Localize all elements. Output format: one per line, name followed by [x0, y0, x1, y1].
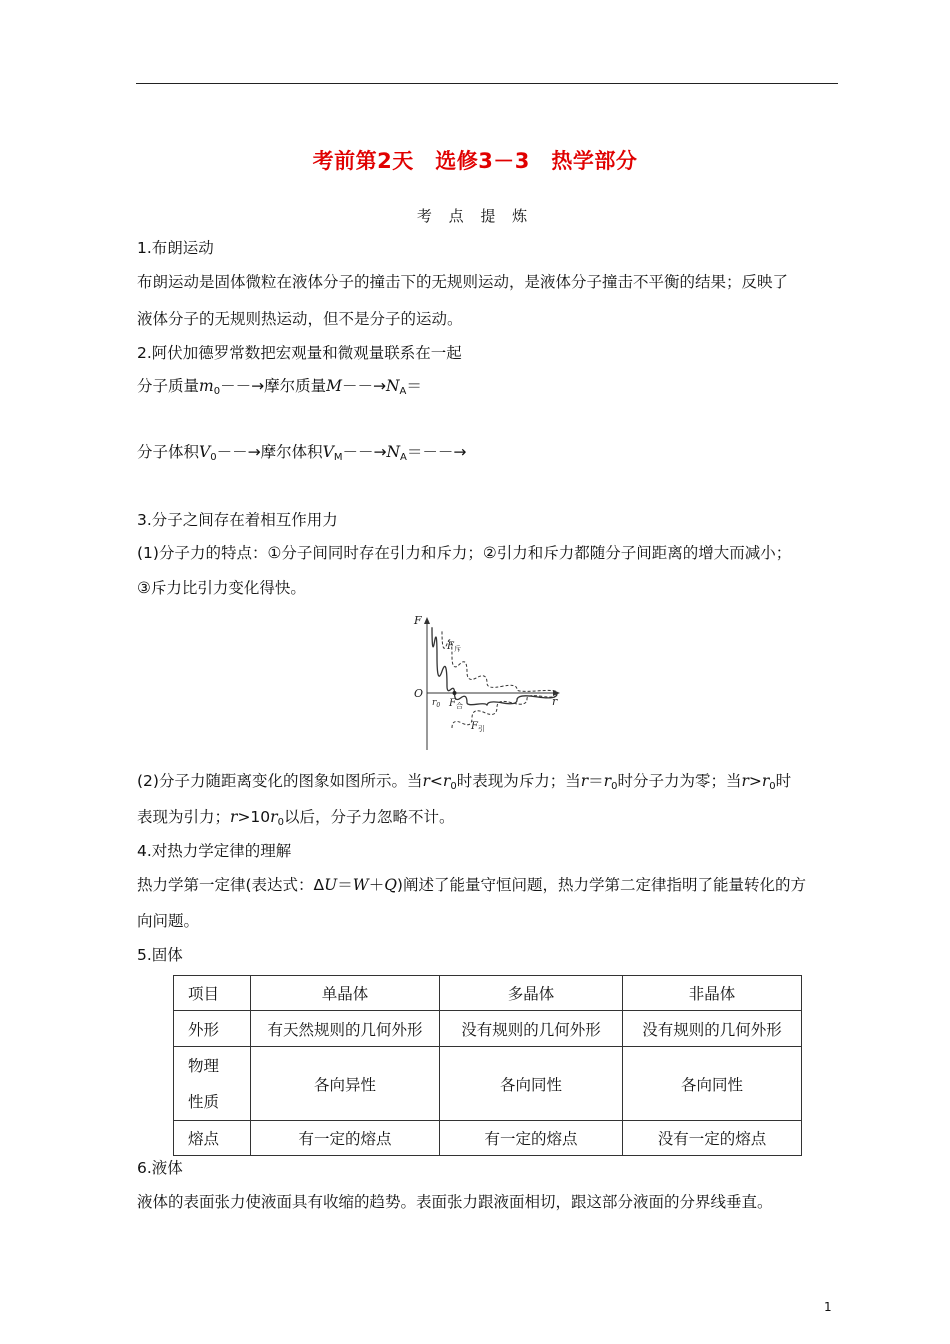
- u-var: U: [324, 876, 338, 894]
- r-var-4: r: [230, 808, 238, 826]
- y-axis-label: F: [414, 614, 422, 627]
- r0-var-4: r: [270, 808, 278, 826]
- table-header-row: [174, 976, 802, 1011]
- table-header-cell: 非晶体: [623, 976, 802, 1011]
- series-line-引: [452, 694, 557, 728]
- mass-symbol: m: [199, 377, 214, 395]
- series-label-引: $F_引$: [471, 721, 485, 733]
- s4-text-b: )阐述了能量守恒问题，热力学第二定律指明了能量转化的方: [396, 876, 806, 894]
- volume-tail: ＝－－→: [406, 443, 467, 461]
- na-symbol: N: [385, 377, 400, 395]
- series-label-合: $F_合$: [449, 698, 463, 710]
- s3-p2-line2-b: 以后，分子力忽略不计。: [283, 808, 455, 826]
- equals-2: ＝: [588, 772, 604, 790]
- s3-heading: 3.分子之间存在着相互作用力: [137, 511, 338, 529]
- volume-sub: 0: [210, 452, 217, 463]
- mass-sub: 0: [213, 386, 221, 397]
- s3-p1-line2: ③斥力比引力变化得快。: [137, 579, 306, 597]
- greater-than-10: >10: [237, 808, 271, 826]
- table-header-cell: 单晶体: [251, 976, 440, 1011]
- table-cell: 没有规则的几何外形: [440, 1011, 623, 1047]
- w-var: W: [352, 876, 369, 894]
- r0-sub: 0: [450, 781, 457, 792]
- s3-p2-text-d: 时: [775, 772, 792, 790]
- s3-p2-text-b: 时表现为斥力；当: [456, 772, 581, 790]
- phys-line-1: 物理: [188, 1056, 220, 1075]
- na-sub-2: A: [400, 452, 407, 463]
- table-cell: 没有规则的几何外形: [623, 1011, 802, 1047]
- s1-line2: 液体分子的无规则热运动，但不是分子的运动。: [137, 310, 463, 328]
- s1-heading: 1.布朗运动: [137, 239, 214, 257]
- solid-comparison-table: [173, 975, 802, 1156]
- table-cell: 熔点: [174, 1121, 251, 1156]
- q-var: Q: [384, 876, 397, 894]
- s3-p2-line1: [137, 771, 791, 797]
- r0-var-2: r: [603, 772, 612, 790]
- page-title: 考前第2天 选修3－3 热学部分: [312, 149, 638, 173]
- s3-p2-text-c: 时分子力为零；当: [617, 772, 742, 790]
- greater-than: >: [748, 772, 762, 790]
- x-axis-label: r: [552, 695, 558, 708]
- r-var-3: r: [741, 772, 749, 790]
- volume-symbol: V: [199, 443, 211, 461]
- r0-sub-3: 0: [769, 781, 776, 792]
- page-number: 1: [824, 1300, 832, 1314]
- na-symbol-2: N: [386, 443, 401, 461]
- arrow-3: －－→: [216, 443, 261, 461]
- table-row: [174, 1121, 802, 1156]
- molar-volume-symbol: V: [322, 443, 334, 461]
- s4-line2: 向问题。: [137, 912, 200, 930]
- table-header-cell: 多晶体: [440, 976, 623, 1011]
- phys-line-2: 性质: [188, 1092, 220, 1111]
- s2-heading: 2.阿伏加德罗常数把宏观量和微观量联系在一起: [137, 344, 462, 362]
- table-cell: 有一定的熔点: [251, 1121, 440, 1156]
- arrow-1: －－→: [220, 377, 265, 395]
- r0-point: [453, 691, 457, 695]
- molar-mass-symbol: M: [326, 377, 342, 395]
- r0-label: $r_0$: [432, 698, 441, 709]
- s2-volume-line: [137, 442, 466, 468]
- s6-line1: 液体的表面张力使液面具有收缩的趋势。表面张力跟液面相切，跟这部分液面的分界线垂直。: [137, 1193, 773, 1211]
- s5-heading: 5.固体: [137, 946, 183, 964]
- s4-heading: 4.对热力学定律的理解: [137, 842, 292, 860]
- table-cell: 有天然规则的几何外形: [251, 1011, 440, 1047]
- less-than: <: [429, 772, 443, 790]
- r0-sub-4: 0: [277, 817, 284, 828]
- molar-mass-label: 摩尔质量: [264, 377, 327, 395]
- table-cell: 各向同性: [440, 1047, 623, 1121]
- series-line-合: [432, 627, 557, 705]
- arrow-4: －－→: [342, 443, 387, 461]
- s4-equals: ＝: [337, 876, 353, 894]
- mass-label: 分子质量: [137, 377, 200, 395]
- s2-mass-line: [137, 376, 422, 402]
- origin-label: O: [414, 687, 424, 700]
- volume-label: 分子体积: [137, 443, 200, 461]
- r-var-2: r: [580, 772, 589, 790]
- r0-var-3: r: [761, 772, 770, 790]
- top-rule: [136, 83, 838, 84]
- s3-p2-line2-a: 表现为引力；: [137, 808, 231, 826]
- table-row: [174, 1011, 802, 1047]
- r0-var: r: [442, 772, 451, 790]
- s6-heading: 6.液体: [137, 1159, 183, 1177]
- molar-volume-label: 摩尔体积: [260, 443, 323, 461]
- s3-p2-text-a: (2)分子力随距离变化的图象如图所示。当: [137, 772, 423, 790]
- table-cell: 外形: [174, 1011, 251, 1047]
- r0-sub-2: 0: [611, 781, 618, 792]
- s4-line1: [137, 875, 806, 895]
- y-axis-arrow: [424, 617, 430, 624]
- table-row: [174, 1047, 802, 1121]
- table-cell: 各向同性: [623, 1047, 802, 1121]
- s4-text-a: 热力学第一定律(表达式：Δ: [137, 876, 325, 894]
- molecular-force-chart: [405, 605, 570, 755]
- section-subtitle: 考 点 提 炼: [416, 207, 534, 225]
- table-cell: 没有一定的熔点: [623, 1121, 802, 1156]
- table-cell: 各向异性: [251, 1047, 440, 1121]
- s1-line1: 布朗运动是固体微粒在液体分子的撞击下的无规则运动，是液体分子撞击不平衡的结果；反映了: [137, 273, 789, 291]
- arrow-2: －－→: [341, 377, 386, 395]
- equals: ＝: [406, 377, 422, 395]
- s3-p2-line2: [137, 807, 454, 833]
- s4-plus: ＋: [368, 876, 385, 894]
- series-label-斥: $F_斥$: [447, 641, 461, 653]
- na-sub: A: [399, 386, 407, 397]
- molar-volume-sub: M: [333, 452, 343, 463]
- table-cell: [174, 1047, 251, 1121]
- table-cell: 有一定的熔点: [440, 1121, 623, 1156]
- table-header-cell: 项目: [174, 976, 251, 1011]
- s3-p1-line1: (1)分子力的特点：①分子间同时存在引力和斥力；②引力和斥力都随分子间距离的增大而减小；: [137, 544, 792, 562]
- r-var: r: [422, 772, 430, 790]
- series-line-斥: [442, 631, 557, 692]
